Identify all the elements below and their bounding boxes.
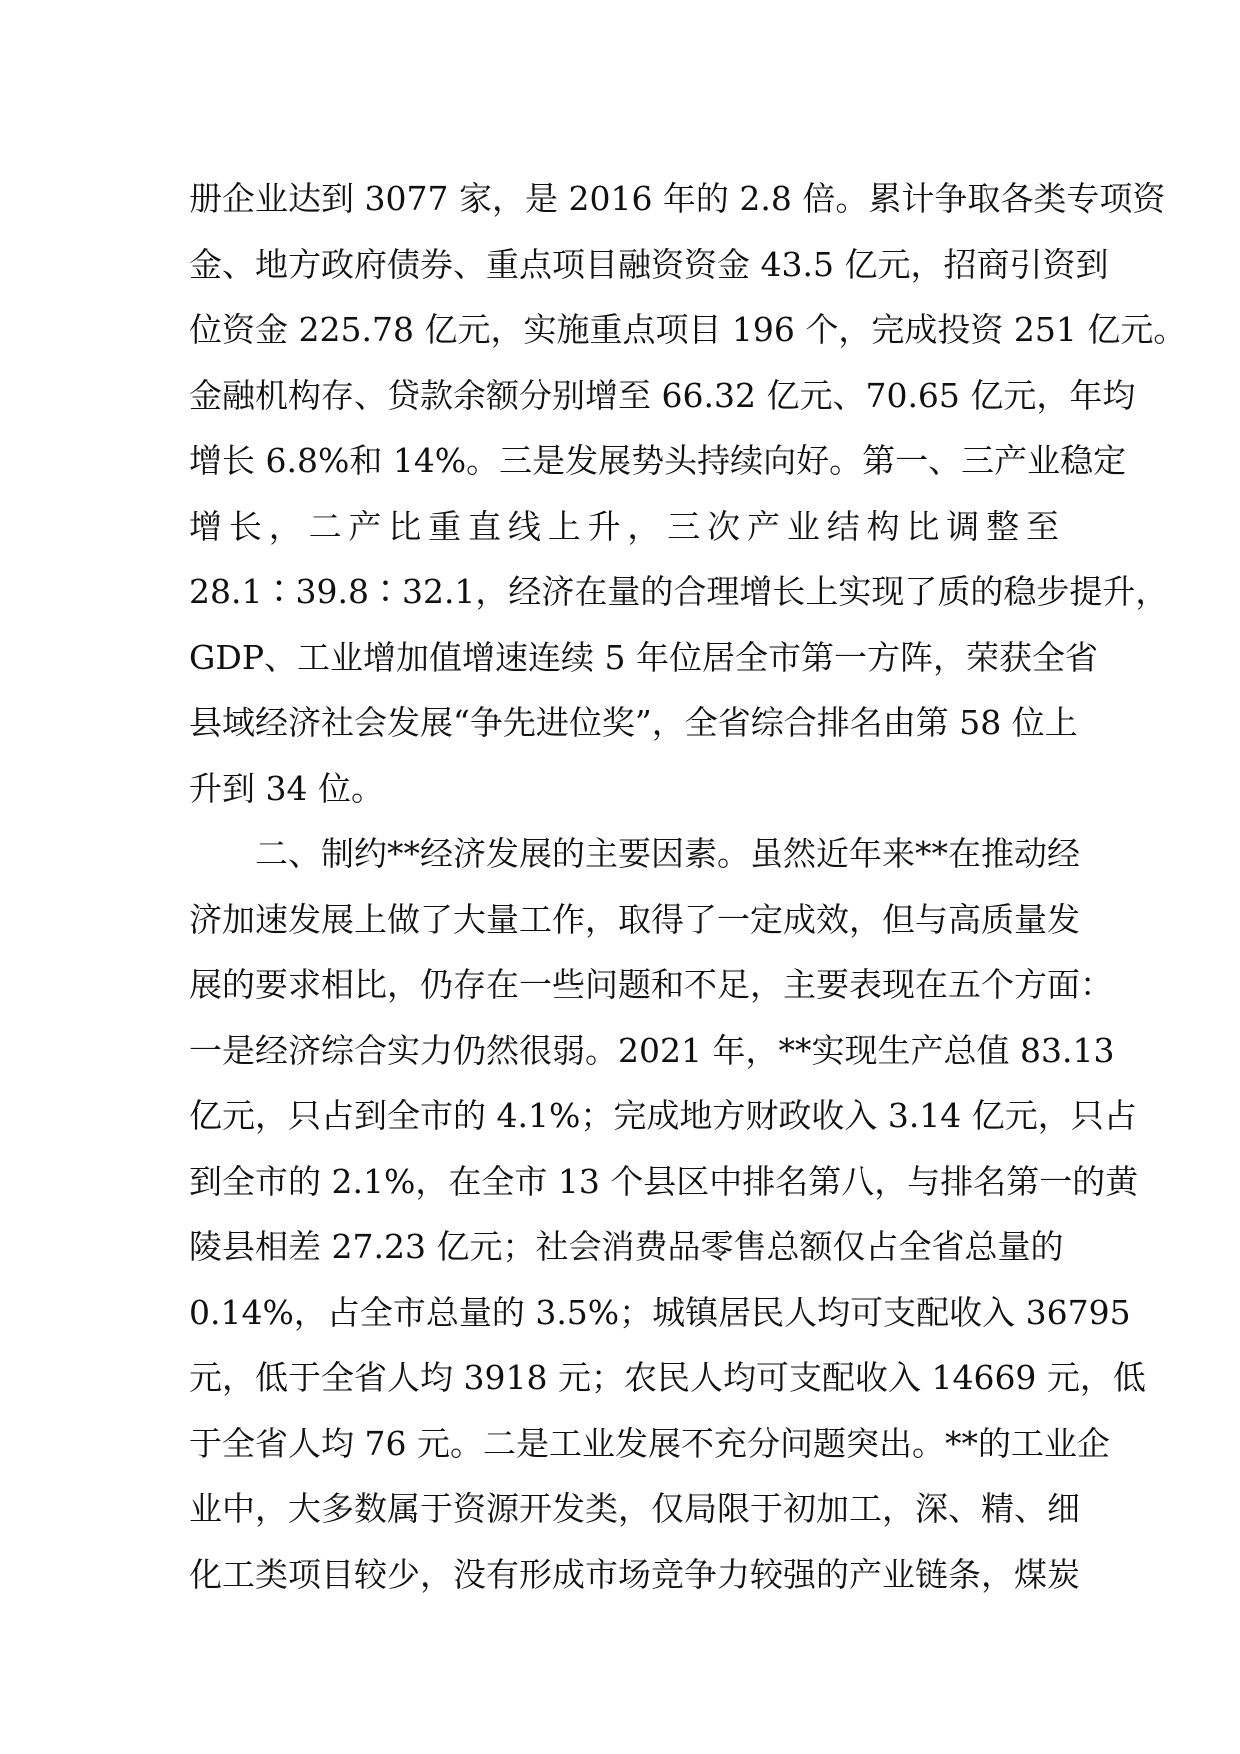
text-line: 县域经济社会发展“争先进位奖”，全省综合排名由第 58 位上 <box>189 703 1078 742</box>
text-line: 展的要求相比，仍存在一些问题和不足，主要表现在五个方面： <box>189 965 1113 1004</box>
text-line: 元，低于全省人均 3918 元；农民人均可支配收入 14669 元，低 <box>189 1358 1146 1397</box>
text-line: 28.1∶39.8∶32.1，经济在量的合理增长上实现了质的稳步提升， <box>189 572 1169 611</box>
text-line: 陵县相差 27.23 亿元；社会消费品零售总额仅占全省总量的 <box>189 1227 1064 1266</box>
text-line: 位资金 225.78 亿元，实施重点项目 196 个，完成投资 251 亿元。 <box>189 310 1187 349</box>
text-line: 济加速发展上做了大量工作，取得了一定成效，但与高质量发 <box>189 899 1080 939</box>
text-line: 升到 34 位。 <box>189 768 384 808</box>
text-line: 增长 6.8%和 14%。三是发展势头持续向好。第一、三产业稳定 <box>189 441 1127 480</box>
text-line: 金融机构存、贷款余额分别增至 66.32 亿元、70.65 亿元，年均 <box>189 375 1136 415</box>
text-line: 到全市的 2.1%，在全市 13 个县区中排名第八，与排名第一的黄 <box>189 1161 1139 1201</box>
text-line: 增长，二产比重直线上升，三次产业结构比调整至 <box>189 506 1059 546</box>
text-line: 于全省人均 76 元。二是工业发展不充分问题突出。**的工业企 <box>189 1423 1110 1463</box>
text-line: 金、地方政府债券、重点项目融资资金 43.5 亿元，招商引资到 <box>189 244 1109 284</box>
text-line: 册企业达到 3077 家，是 2016 年的 2.8 倍。累计争取各类专项资 <box>189 179 1166 218</box>
text-line: 化工类项目较少，没有形成市场竞争力较强的产业链条，煤炭 <box>189 1554 1080 1594</box>
text-line: GDP、工业增加值增速连续 5 年位居全市第一方阵，荣获全省 <box>189 637 1098 677</box>
text-line: 一是经济综合实力仍然很弱。2021 年，**实现生产总值 83.13 <box>189 1030 1115 1070</box>
text-line: 业中，大多数属于资源开发类，仅局限于初加工，深、精、细 <box>189 1489 1080 1528</box>
text-line: 二、制约**经济发展的主要因素。虽然近年来**在推动经 <box>189 834 1080 873</box>
text-line: 亿元，只占到全市的 4.1%；完成地方财政收入 3.14 亿元，只占 <box>189 1096 1137 1135</box>
text-line: 0.14%，占全市总量的 3.5%；城镇居民人均可支配收入 36795 <box>189 1292 1131 1332</box>
body-text <box>189 166 1187 1607</box>
